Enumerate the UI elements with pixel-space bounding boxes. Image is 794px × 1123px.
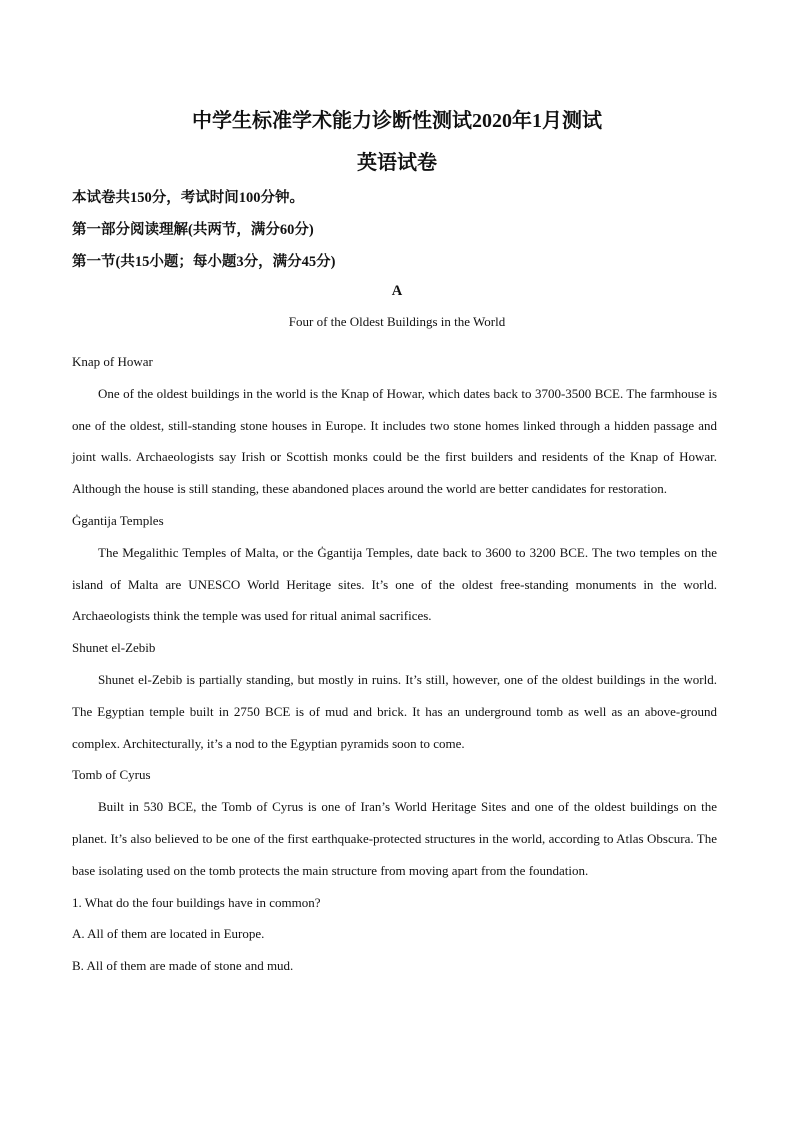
question-text: 1. What do the four buildings have in common? [72, 894, 321, 910]
passage-label: A [391, 283, 403, 299]
exam-title: 中学生标准学术能力诊断性测试2020年1月测试 [192, 110, 602, 132]
section-heading: 第一节(共15小题；每小题3分，满分45分) [72, 254, 336, 270]
building-paragraph: Built in 530 BCE, the Tomb of Cyrus is one of Iran’s World Heritage Sites and one of the oldest buildings on the planet. It’s also believed to be one of the first earthquake-protected structures in the world, according to Atlas Obscura. The base isolating used on the tomb protects the main structure from moving apart from the foundation. [72, 799, 717, 878]
building-heading: Tomb of Cyrus [72, 767, 151, 783]
part-heading: 第一部分阅读理解(共两节，满分60分) [72, 222, 314, 238]
answer-option[interactable]: B. All of them are made of stone and mud. [72, 958, 294, 974]
building-heading: Ġgantija Temples [72, 512, 164, 528]
building-heading: Knap of Howar [72, 354, 153, 369]
building-heading: Shunet el-Zebib [72, 640, 156, 656]
building-paragraph: One of the oldest buildings in the world is the Knap of Howar, which dates back to 3700-3500 BCE. The farmhouse is one of the oldest, still-standing stone houses in Europe. It includes two stone homes linked through a hidden passage and joint walls. Archaeologists say Irish or Scottish monks could be the first builders and residents of the Knap of Howar. Although the house is still standing, these abandoned places around the world are better candidates for restoration. [72, 385, 717, 497]
answer-option[interactable]: A. All of them are located in Europe. [72, 926, 265, 942]
passage-title: Four of the Oldest Buildings in the World [288, 314, 506, 329]
building-paragraph: Shunet el-Zebib is partially standing, but mostly in ruins. It’s still, however, one of the oldest buildings in the world. The Egyptian temple built in 2750 BCE is of mud and brick. It has an underground tomb as well as an above-ground complex. Architecturally, it’s a nod to the Egyptian pyramids soon to come. [72, 671, 717, 751]
exam-info-line: 本试卷共150分，考试时间100分钟。 [72, 190, 304, 206]
building-paragraph: The Megalithic Temples of Malta, or the Ġgantija Temples, date back to 3600 to 3200 BCE. The two temples on the island of Malta are UNESCO World Heritage sites. It’s one of the oldest free-standing monuments in the world. Archaeologists think the temple was used for ritual animal sacrifices. [72, 544, 717, 624]
exam-subtitle: 英语试卷 [357, 152, 437, 174]
passage-body [72, 346, 717, 982]
